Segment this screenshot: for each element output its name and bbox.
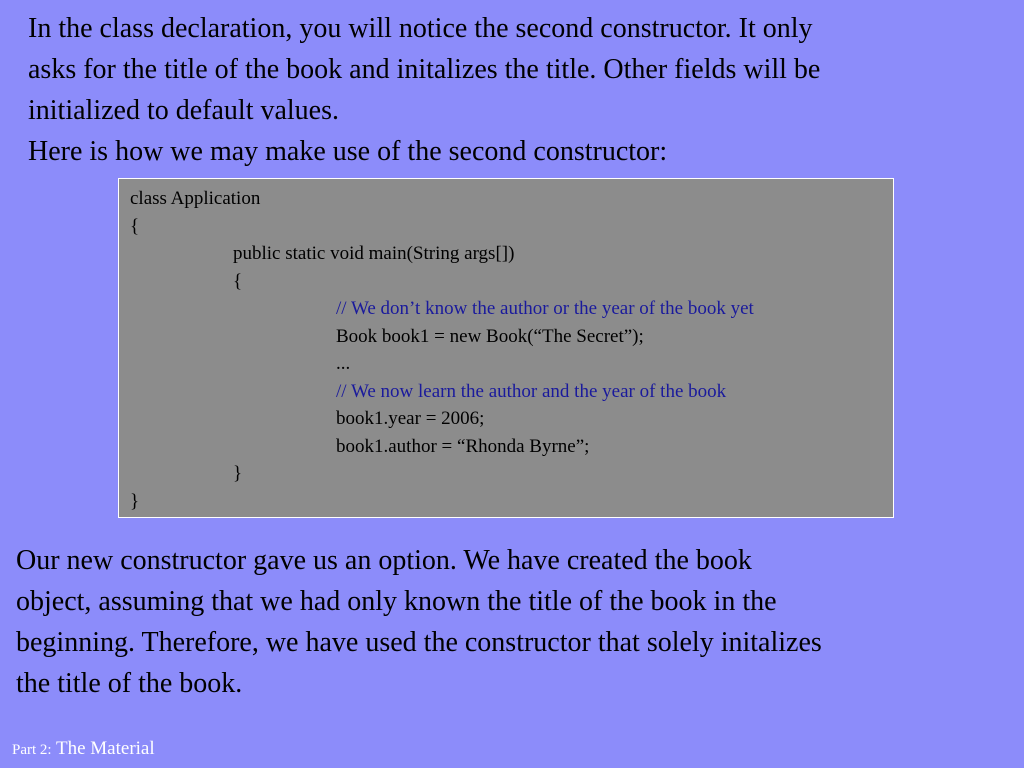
outro-line: the title of the book. bbox=[16, 668, 243, 699]
code-line: book1.year = 2006; bbox=[336, 408, 485, 429]
code-line: } bbox=[130, 490, 140, 512]
outro-line: beginning. Therefore, we have used the constructor that solely initalizes bbox=[16, 627, 822, 658]
footer-part-label: Part 2: bbox=[12, 742, 52, 758]
code-comment: // We now learn the author and the year of the book bbox=[336, 380, 727, 402]
code-comment: // We don’t know the author or the year of the book yet bbox=[336, 298, 754, 319]
code-line: { bbox=[233, 270, 243, 292]
intro-line: In the class declaration, you will notice the second constructor. It only bbox=[28, 13, 813, 44]
intro-line: asks for the title of the book and initalizes the title. Other fields will be bbox=[28, 54, 821, 85]
slide-footer bbox=[12, 738, 155, 760]
intro-line: Here is how we may make use of the second constructor: bbox=[28, 136, 668, 167]
code-line: class Application bbox=[130, 188, 261, 209]
intro-line: initialized to default values. bbox=[28, 95, 340, 126]
footer-title: The Material bbox=[51, 738, 155, 759]
outro-line: object, assuming that we had only known the title of the book in the bbox=[16, 586, 777, 617]
code-line: public static void main(String args[]) bbox=[233, 243, 515, 264]
intro-paragraph bbox=[28, 8, 1018, 172]
code-example-box bbox=[118, 178, 894, 518]
code-line: } bbox=[233, 463, 243, 484]
code-line: { bbox=[130, 215, 140, 237]
code-line: book1.author = “Rhonda Byrne”; bbox=[336, 435, 590, 457]
outro-line: Our new constructor gave us an option. We have created the book bbox=[16, 545, 752, 576]
outro-paragraph bbox=[16, 540, 1006, 704]
code-line: ... bbox=[336, 353, 351, 374]
code-line: Book book1 = new Book(“The Secret”); bbox=[336, 325, 644, 347]
